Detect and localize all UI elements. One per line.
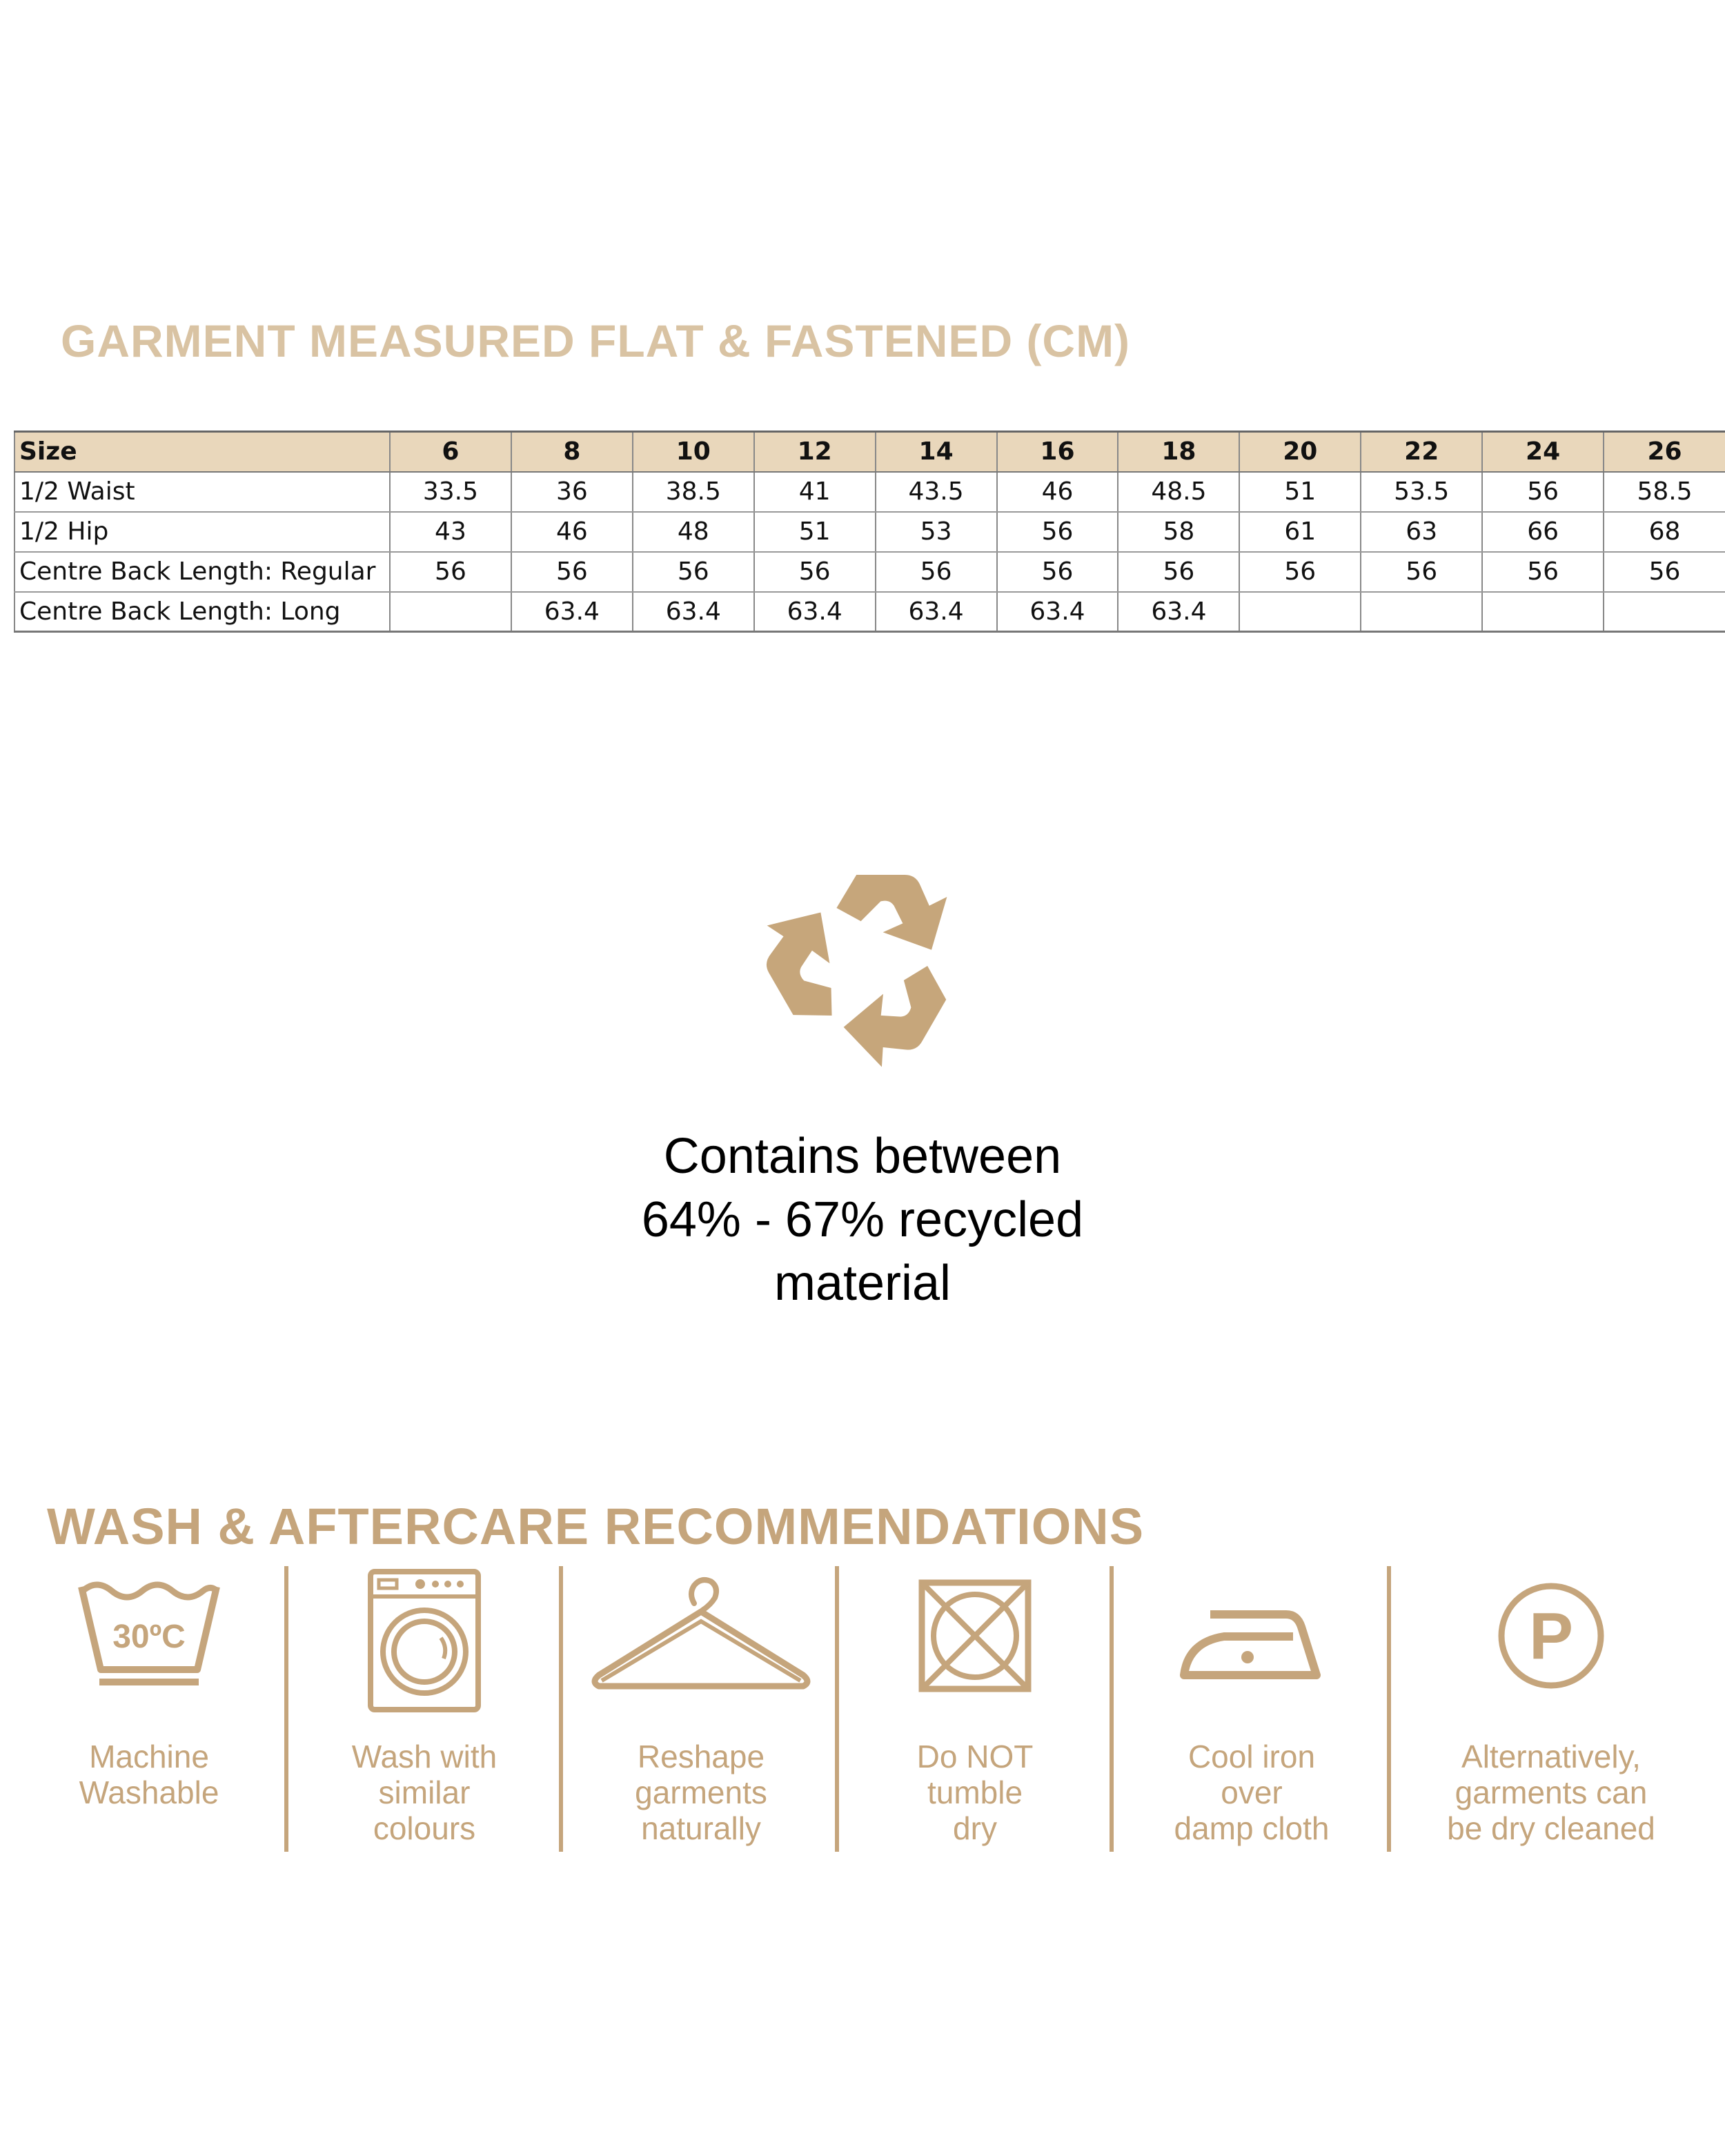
table-cell: 56: [1118, 552, 1239, 592]
care-label-line: naturally: [641, 1810, 761, 1846]
cool-iron-icon: [1176, 1594, 1328, 1711]
washing-machine-icon: [362, 1566, 486, 1718]
table-cell: 56: [997, 552, 1118, 592]
care-item-cool-iron: [1114, 1566, 1390, 1856]
size-table: [14, 431, 1725, 633]
table-cell: [1239, 592, 1361, 632]
table-cell: 56: [1604, 552, 1725, 592]
header-cell: 26: [1604, 432, 1725, 472]
table-cell: 63.4: [997, 592, 1118, 632]
table-cell: 33.5: [390, 472, 511, 512]
care-label-line: tumble: [927, 1774, 1023, 1810]
care-instructions: [11, 1566, 1725, 1856]
care-label-line: be dry cleaned: [1447, 1810, 1655, 1846]
table-cell: 48: [633, 512, 754, 552]
table-cell: 48.5: [1118, 472, 1239, 512]
care-label-line: Wash with: [351, 1739, 497, 1774]
care-item-dry-clean: [1391, 1566, 1711, 1856]
table-cell: 53: [876, 512, 997, 552]
table-cell: 61: [1239, 512, 1361, 552]
table-cell: 63: [1361, 512, 1482, 552]
header-cell: 24: [1482, 432, 1604, 472]
table-row: [14, 472, 1725, 512]
dry-clean-letter: P: [1528, 1599, 1574, 1673]
table-cell: 66: [1482, 512, 1604, 552]
care-label-line: Alternatively,: [1461, 1739, 1641, 1774]
table-cell: 56: [754, 552, 876, 592]
care-label-line: garments can: [1455, 1774, 1648, 1810]
table-cell: 56: [1482, 552, 1604, 592]
table-cell: 43: [390, 512, 511, 552]
recycled-line: 64% - 67% recycled: [641, 1192, 1084, 1247]
table-cell: 58.5: [1604, 472, 1725, 512]
table-row: [14, 552, 1725, 592]
recycled-line: material: [773, 1256, 952, 1311]
row-label: 1/2 Waist: [14, 472, 390, 512]
table-cell: 63.4: [876, 592, 997, 632]
table-cell: 56: [511, 552, 633, 592]
table-cell: 46: [997, 472, 1118, 512]
table-cell: 63.4: [511, 592, 633, 632]
care-label-line: colours: [373, 1810, 476, 1846]
table-cell: 51: [754, 512, 876, 552]
care-item-no-tumble-dry: [839, 1566, 1111, 1856]
care-label-line: similar: [378, 1774, 471, 1810]
table-header-row: [14, 432, 1725, 472]
recycled-content-text: [518, 1125, 1208, 1315]
header-cell: 10: [633, 432, 754, 472]
table-cell: 38.5: [633, 472, 754, 512]
header-cell: 6: [390, 432, 511, 472]
header-cell: 18: [1118, 432, 1239, 472]
hanger-icon: [584, 1566, 818, 1704]
wash-30c-icon: [73, 1566, 225, 1690]
care-item-reshape: [563, 1566, 839, 1856]
table-cell: [1604, 592, 1725, 632]
table-cell: [1482, 592, 1604, 632]
table-cell: 51: [1239, 472, 1361, 512]
table-cell: 63.4: [754, 592, 876, 632]
measurement-title: GARMENT MEASURED FLAT & FASTENED (CM): [61, 315, 1131, 366]
care-label-line: Washable: [79, 1774, 219, 1810]
care-label-line: Do NOT: [916, 1739, 1034, 1774]
table-cell: 56: [390, 552, 511, 592]
table-cell: 56: [1361, 552, 1482, 592]
no-tumble-dry-icon: [916, 1577, 1034, 1694]
table-cell: 46: [511, 512, 633, 552]
care-item-machine-washable: [11, 1566, 287, 1856]
header-cell: 20: [1239, 432, 1361, 472]
row-label: Centre Back Length: Long: [14, 592, 390, 632]
care-label-line: Reshape: [637, 1739, 765, 1774]
dry-clean-p-icon: [1492, 1577, 1610, 1694]
recycle-icon: [755, 853, 976, 1074]
header-cell: Size: [14, 432, 390, 472]
recycled-line: Contains between: [663, 1129, 1062, 1184]
table-cell: 43.5: [876, 472, 997, 512]
care-label-line: Machine: [89, 1739, 209, 1774]
table-cell: 56: [633, 552, 754, 592]
care-label: [563, 1739, 839, 1846]
table-cell: 56: [997, 512, 1118, 552]
care-label: [839, 1739, 1111, 1846]
table-row: [14, 592, 1725, 632]
care-label-line: over: [1221, 1774, 1283, 1810]
table-cell: 56: [1239, 552, 1361, 592]
table-cell: 36: [511, 472, 633, 512]
table-cell: 63.4: [633, 592, 754, 632]
table-cell: 56: [876, 552, 997, 592]
header-cell: 14: [876, 432, 997, 472]
table-cell: [1361, 592, 1482, 632]
header-cell: 12: [754, 432, 876, 472]
care-label-line: damp cloth: [1174, 1810, 1330, 1846]
care-label: [1391, 1739, 1711, 1846]
table-cell: 68: [1604, 512, 1725, 552]
table-cell: 58: [1118, 512, 1239, 552]
table-cell: [390, 592, 511, 632]
table-cell: 63.4: [1118, 592, 1239, 632]
header-cell: 22: [1361, 432, 1482, 472]
table-row: [14, 512, 1725, 552]
care-label: [288, 1739, 560, 1846]
header-cell: 16: [997, 432, 1118, 472]
row-label: Centre Back Length: Regular: [14, 552, 390, 592]
care-label: [1114, 1739, 1390, 1846]
wash-aftercare-title: WASH & AFTERCARE RECOMMENDATIONS: [47, 1498, 1145, 1555]
row-label: 1/2 Hip: [14, 512, 390, 552]
table-cell: 56: [1482, 472, 1604, 512]
wash-temperature-label: 30ºC: [112, 1619, 186, 1655]
care-label-line: Cool iron: [1187, 1739, 1316, 1774]
table-cell: 41: [754, 472, 876, 512]
table-cell: 53.5: [1361, 472, 1482, 512]
care-label-line: dry: [953, 1810, 997, 1846]
header-cell: 8: [511, 432, 633, 472]
care-label-line: garments: [635, 1774, 767, 1810]
care-item-similar-colours: [288, 1566, 560, 1856]
care-label: [11, 1739, 287, 1810]
